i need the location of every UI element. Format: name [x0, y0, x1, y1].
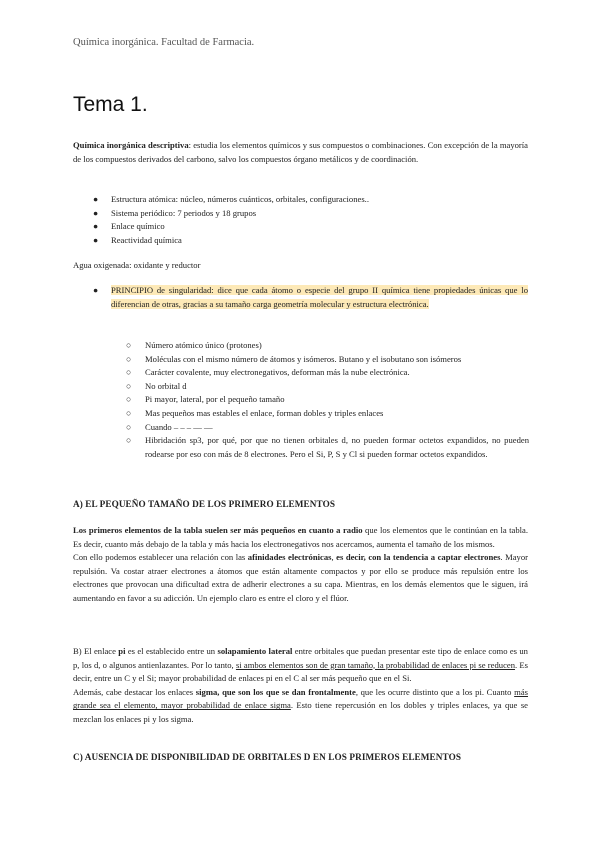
bullet-icon: ●: [93, 221, 99, 232]
principio-highlight: PRINCIPIO de singularidad: dice que cada átomo o especie del grupo II química tiene propiedades únicas que lo diferencian de otras, gracias a su tamaño carga geometría molecular y estructura electrónica.: [111, 285, 528, 309]
page-title: Tema 1.: [73, 93, 148, 116]
intro-paragraph: [73, 139, 528, 166]
principio-list: [93, 284, 528, 311]
section-a-heading: A) EL PEQUEÑO TAMAÑO DE LOS PRIMERO ELEMENTOS: [73, 499, 336, 509]
circle-bullet-icon: ○: [126, 407, 132, 418]
list-item: ○ Moléculas con el mismo número de átomos y isómeros. Butano y el isobutano son isómeros: [126, 353, 529, 367]
list-item: ○ No orbital d: [126, 380, 529, 394]
list-item: ○ Pi mayor, lateral, por el pequeño tamaño: [126, 393, 529, 407]
circle-bullet-icon: ○: [126, 421, 132, 432]
section-a-paragraph-2: Con ello podemos establecer una relación con las afinidades electrónicas, es decir, con la tendencia a captar electrones. Mayor repulsión. Va costar atraer electrones a átomos que están altamente compactos y por ello se produce más repulsión entre los electrones que provocan una dificultad extra de adherir electrones a su capa. Mientras, en los demás elementos que le siguen, irá aumentando en favor a su adicción. Un ejemplo claro es entre el cloro y el flúor.: [73, 552, 529, 603]
list-item: ● Estructura atómica: núcleo, números cuánticos, orbitales, configuraciones..: [93, 193, 523, 207]
circle-bullet-icon: ○: [126, 340, 132, 350]
circle-bullet-icon: ○: [126, 367, 132, 378]
list-item: ○ Cuando – – – — —: [126, 421, 529, 435]
section-a-body: [73, 524, 528, 606]
list-item: ○ Hibridación sp3, por qué, por que no tienen orbitales d, no pueden formar octetos expandidos, no pueden rodearse por eso con más de 8 electrones. Pero el Si, P, S y Cl si pueden formar octetos expandidos.: [126, 435, 529, 459]
section-b-paragraph-1: B) El enlace pi es el establecido entre un solapamiento lateral entre orbitales que puedan presentar este tipo de enlace como es un p, los d, o algunos antienlazantes. Por lo tanto, si ambos elementos son de gran tamaño, la probabilidad de enlaces pi se reducen. Es decir, entre un C y el Si; mayor probabilidad de enlaces pi en el C al ser más pequeño que en el Si.: [73, 646, 529, 684]
section-b-paragraph-2: Además, cabe destacar los enlaces sigma, que son los que se dan frontalmente, que les ocurre distinto que a los pi. Cuanto más grande sea el elemento, mayor probabilidad de enlace sigma. Esto tiene repercusión en los dobles y triples enlaces, ya que se mezclan los enlaces pi y los sigma.: [73, 686, 528, 724]
list-item: ○ Mas pequeños mas estables el enlace, forman dobles y triples enlaces: [126, 407, 529, 421]
bullet-icon: ●: [93, 234, 99, 245]
section-b-body: [73, 645, 528, 727]
list-item: ○ Carácter covalente, muy electronegativos, deforman más la nube electrónica.: [126, 366, 529, 380]
section-c-heading: C) AUSENCIA DE DISPONIBILIDAD DE ORBITALES D EN LOS PRIMEROS ELEMENTOS: [73, 752, 462, 762]
section-a-paragraph-1: Los primeros elementos de la tabla suelen ser más pequeños en cuanto a radio que los elementos que le continúan en la tabla. Es decir, cuanto más debajo de la tabla y más hacia los electronegativos nos acercamos, aumenta el tamaño de los mismos.: [73, 525, 528, 549]
intro-text: : estudia los elementos químicos y sus compuestos o combinaciones. Con excepción de la mayoría de los compuestos derivados del carbono, salvo los compuestos órgano metálicos y de coordinación.: [73, 140, 528, 164]
page-header: Química inorgánica. Facultad de Farmacia.: [73, 37, 255, 48]
list-item: ● Reactividad química: [93, 234, 523, 248]
circle-bullet-icon: ○: [126, 353, 132, 364]
circle-bullet-icon: ○: [126, 380, 132, 391]
circle-bullet-icon: ○: [126, 394, 132, 405]
list-item: ● Sistema periódico: 7 periodos y 18 grupos: [93, 207, 523, 221]
bullet-icon: ●: [93, 285, 99, 295]
list-item: ● Enlace químico: [93, 220, 523, 234]
bullet-icon: ●: [93, 194, 99, 204]
list-item: [93, 284, 528, 311]
topics-list: [93, 193, 523, 247]
properties-list: [126, 339, 529, 461]
list-item: ○ Número atómico único (protones): [126, 339, 529, 353]
bullet-icon: ●: [93, 207, 99, 218]
intro-term: Química inorgánica descriptiva: [73, 140, 189, 150]
agua-line: Agua oxigenada: oxidante y reductor: [73, 260, 201, 270]
circle-bullet-icon: ○: [126, 435, 132, 446]
